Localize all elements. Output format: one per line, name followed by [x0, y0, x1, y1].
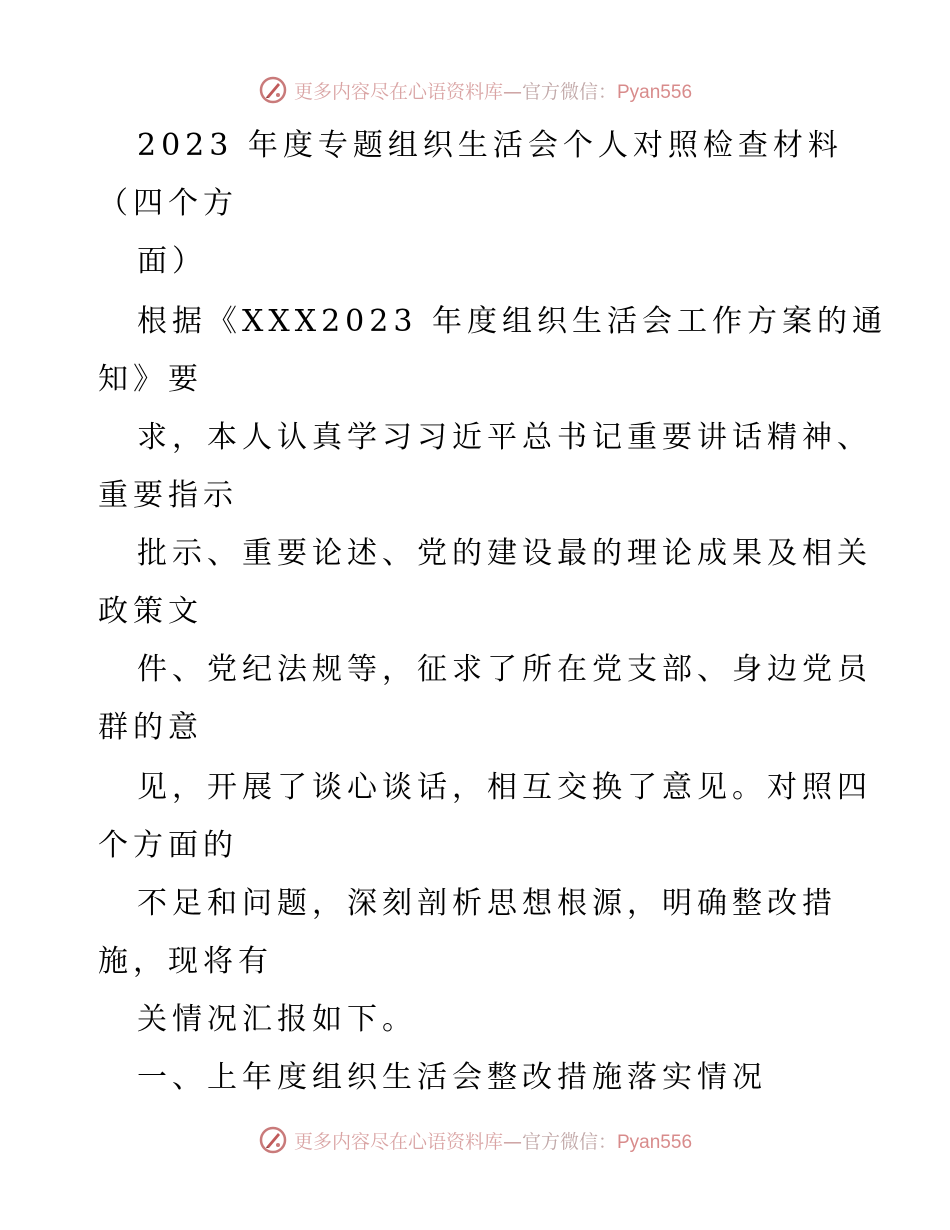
paragraph-line: 知》要	[98, 362, 203, 397]
watermark-text: 更多内容尽在心语资料库—官方微信：Pyan556	[293, 1130, 693, 1153]
paragraph-line: 政策文	[98, 594, 203, 629]
quill-logo-icon	[258, 75, 288, 105]
paragraph-line: 关情况汇报如下。	[137, 1002, 417, 1037]
paragraph-line: 件、党纪法规等，征求了所在党支部、身边党员	[137, 652, 872, 687]
paragraph-line: 根据《XXX2023 年度组织生活会工作方案的通	[137, 304, 887, 339]
paragraph-line: 施，现将有	[98, 944, 273, 979]
doc-title: 2023 年度专题组织生活会个人对照检查材料	[137, 128, 843, 163]
footer-watermark	[0, 1120, 950, 1160]
paragraph-line: 个方面的	[98, 828, 238, 863]
paragraph-line: 批示、重要论述、党的建设最的理论成果及相关	[137, 536, 872, 571]
paragraph-line: 求，本人认真学习习近平总书记重要讲话精神、	[137, 420, 872, 455]
quill-logo-icon	[258, 1125, 288, 1155]
header-watermark	[0, 70, 950, 110]
paragraph-line: 群的意	[98, 710, 203, 745]
doc-title-continued: （四个方	[98, 186, 238, 221]
paragraph-line: 不足和问题，深刻剖析思想根源，明确整改措	[137, 886, 837, 921]
doc-title-continued: 面）	[137, 244, 207, 279]
watermark-text: 更多内容尽在心语资料库—官方微信：Pyan556	[293, 80, 693, 103]
paragraph-line: 重要指示	[98, 478, 238, 513]
paragraph-line: 见，开展了谈心谈话，相互交换了意见。对照四	[137, 770, 872, 805]
section-heading: 一、上年度组织生活会整改措施落实情况	[137, 1060, 767, 1095]
